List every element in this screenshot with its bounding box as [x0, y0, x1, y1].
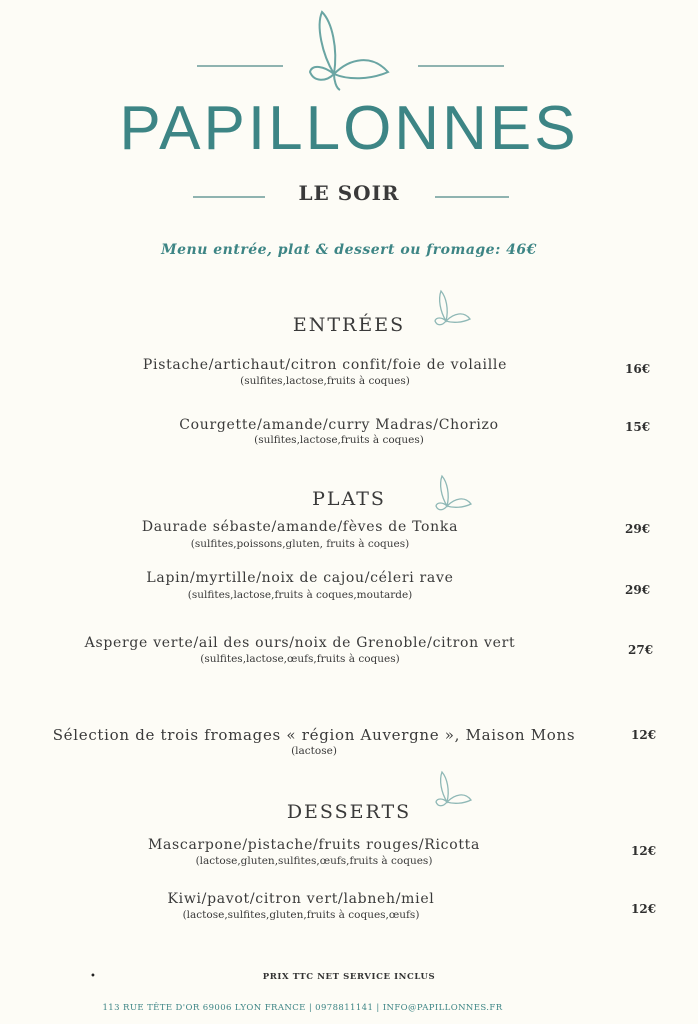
section-butterfly-icon [433, 770, 473, 810]
dish-allergens: (sulfites,poissons,gluten, fruits à coques) [190, 538, 410, 550]
logo-butterfly-icon [300, 8, 396, 92]
brand-title: PAPILLONNES [119, 94, 579, 163]
cheese-price: 12€ [631, 728, 657, 742]
dish-price: 27€ [628, 643, 654, 657]
section-butterfly-icon [433, 474, 473, 514]
section-title-desserts: DESSERTS [286, 801, 412, 823]
dish-name: Daurade sébaste/amande/fèves de Tonka [141, 519, 459, 535]
dish-price: 29€ [625, 583, 651, 597]
section-title-entrees: ENTRÉES [292, 314, 406, 336]
dish-allergens: (lactose,gluten,sulfites,œufs,fruits à coques) [195, 855, 433, 867]
dish-allergens: (sulfites,lactose,fruits à coques,moutarde) [187, 589, 413, 601]
dish-name: Courgette/amande/curry Madras/Chorizo [179, 417, 499, 433]
cheese-name: Sélection de trois fromages « région Auvergne », Maison Mons [52, 726, 576, 744]
dish-price: 12€ [631, 902, 657, 916]
menu-subtitle: LE SOIR [298, 181, 400, 205]
section-title-plats: PLATS [312, 488, 386, 510]
dish-allergens: (sulfites,lactose,fruits à coques) [240, 375, 410, 387]
footer-price-note: PRIX TTC NET SERVICE INCLUS [262, 972, 436, 982]
dish-price: 15€ [625, 420, 651, 434]
dish-price: 29€ [625, 522, 651, 536]
logo-right-line [418, 65, 504, 67]
subtitle-right-line [435, 196, 509, 198]
cheese-allergens: (lactose) [291, 745, 337, 757]
section-butterfly-icon [432, 289, 472, 329]
dish-price: 16€ [625, 362, 651, 376]
menu-formula: Menu entrée, plat & dessert ou fromage: 46€ [161, 242, 537, 258]
dish-name: Lapin/myrtille/noix de cajou/céleri rave [146, 570, 454, 586]
dish-name: Pistache/artichaut/citron confit/foie de volaille [142, 357, 508, 373]
footer-contact: 113 RUE TÊTE D'OR 69006 LYON FRANCE | 0978811141 | INFO@PAPILLONNES.FR [102, 1003, 503, 1013]
dish-allergens: (sulfites,lactose,fruits à coques) [254, 434, 424, 446]
dish-allergens: (sulfites,lactose,œufs,fruits à coques) [200, 653, 400, 665]
footer-bullet: • [90, 971, 96, 982]
dish-name: Mascarpone/pistache/fruits rouges/Ricotta [147, 837, 481, 853]
dish-allergens: (lactose,sulfites,gluten,fruits à coques,œufs) [182, 909, 420, 921]
dish-price: 12€ [631, 844, 657, 858]
logo-left-line [197, 65, 283, 67]
dish-name: Kiwi/pavot/citron vert/labneh/miel [167, 891, 435, 907]
dish-name: Asperge verte/ail des ours/noix de Grenoble/citron vert [84, 635, 516, 651]
